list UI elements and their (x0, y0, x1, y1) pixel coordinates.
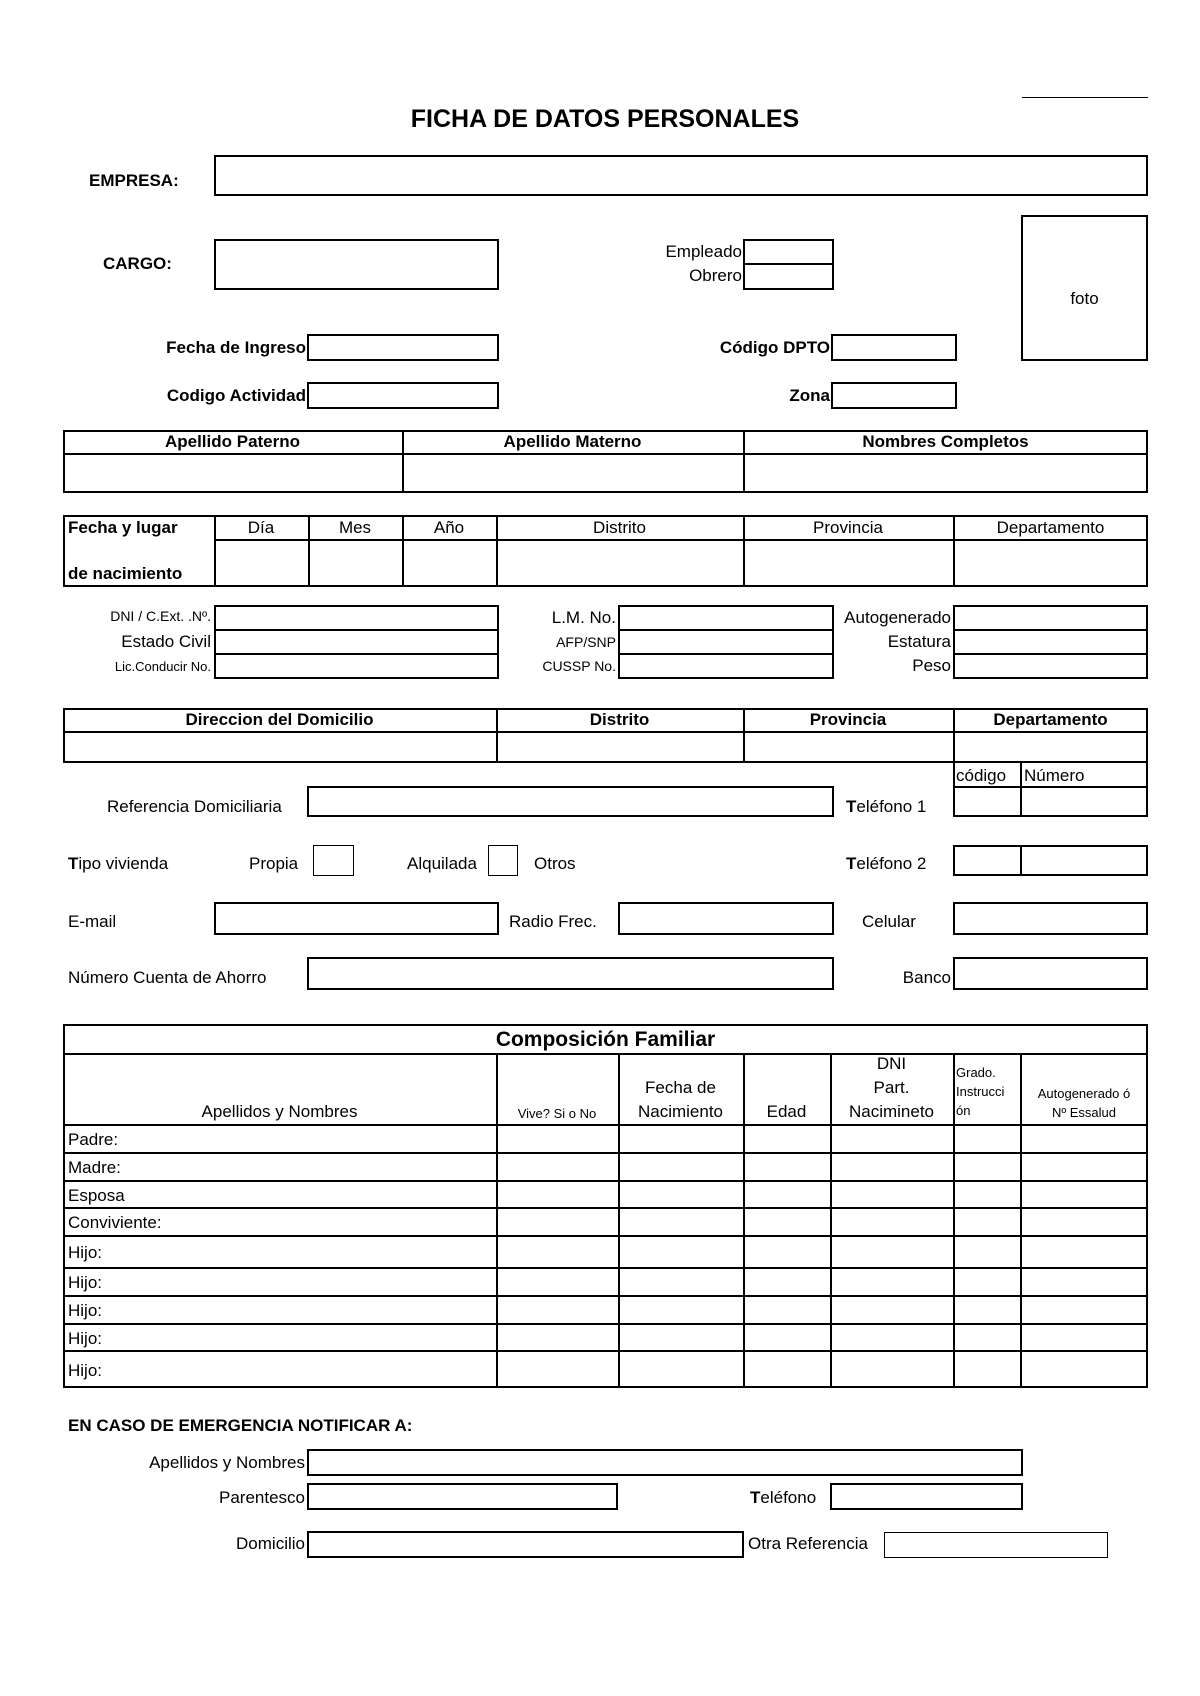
email-field[interactable] (214, 902, 499, 935)
domicilio-field[interactable] (307, 1531, 744, 1558)
family-row-label: Padre: (68, 1130, 119, 1149)
birth-label-line1: Fecha y lugar (68, 518, 178, 537)
family-cell[interactable] (1023, 1326, 1146, 1348)
family-cell[interactable] (1023, 1183, 1146, 1205)
birth-departamento-field[interactable] (956, 542, 1146, 585)
top-right-line (1022, 97, 1148, 98)
email-label: E-mail (68, 912, 117, 931)
header-addr-distrito: Distrito (589, 710, 650, 729)
celular-field[interactable] (953, 902, 1148, 935)
family-cell[interactable] (746, 1298, 828, 1321)
family-cell[interactable] (956, 1238, 1018, 1265)
family-cell[interactable] (621, 1326, 741, 1348)
family-cell[interactable] (833, 1326, 951, 1348)
otra-referencia-field[interactable] (884, 1532, 1108, 1558)
photo-label: foto (1070, 289, 1099, 308)
emergency-nombres-label: Apellidos y Nombres (149, 1453, 305, 1472)
cuenta-label: Número Cuenta de Ahorro (68, 968, 267, 987)
col-dni-line2: Part. (873, 1078, 910, 1097)
referencia-label: Referencia Domiciliaria (107, 797, 282, 816)
lm-label: L.M. No. (551, 608, 616, 627)
family-cell[interactable] (746, 1210, 828, 1233)
emergency-title: EN CASO DE EMERGENCIA NOTIFICAR A: (68, 1416, 413, 1435)
peso-label: Peso (912, 656, 951, 675)
family-cell[interactable] (746, 1238, 828, 1265)
apellido-materno-field[interactable] (405, 456, 741, 491)
family-cell[interactable] (499, 1270, 616, 1293)
lic-conducir-label: Lic.Conducir No. (114, 659, 211, 674)
zona-label: Zona (789, 386, 830, 405)
cuenta-field[interactable] (307, 957, 834, 990)
birth-dia-field[interactable] (217, 542, 306, 585)
family-row-label: Hijo: (68, 1243, 103, 1262)
birth-mes-field[interactable] (311, 542, 400, 585)
celular-label: Celular (862, 912, 916, 931)
empleado-checkbox[interactable] (743, 239, 834, 266)
family-cell[interactable] (621, 1238, 741, 1265)
telefono1-numero-field[interactable] (1020, 786, 1148, 817)
family-cell[interactable] (499, 1183, 616, 1205)
family-row-label: Hijo: (68, 1301, 103, 1320)
family-cell[interactable] (833, 1298, 951, 1321)
birth-ano-field[interactable] (405, 542, 494, 585)
family-cell[interactable] (956, 1353, 1018, 1386)
family-cell[interactable] (746, 1155, 828, 1178)
col-fecha-line2: Nacimiento (637, 1102, 724, 1121)
family-cell[interactable] (621, 1270, 741, 1293)
cussp-label: CUSSP No. (542, 658, 616, 674)
alquilada-label: Alquilada (407, 854, 477, 873)
addr-provincia-field[interactable] (746, 734, 951, 761)
propia-label: Propia (249, 854, 299, 873)
empleado-label: Empleado (665, 242, 742, 261)
col-auto-line2: Nº Essalud (1052, 1105, 1116, 1120)
header-apellido-materno: Apellido Materno (503, 432, 642, 451)
family-row-label: Hijo: (68, 1273, 103, 1292)
family-cell[interactable] (1023, 1238, 1146, 1265)
family-cell[interactable] (499, 1210, 616, 1233)
header-addr-provincia: Provincia (809, 710, 887, 729)
family-cell[interactable] (746, 1326, 828, 1348)
peso-field[interactable] (953, 653, 1148, 679)
family-row-label: Madre: (68, 1158, 121, 1177)
banco-label: Banco (902, 968, 951, 987)
photo-box[interactable] (1021, 215, 1148, 361)
col-dni-line1: DNI (876, 1054, 907, 1073)
header-ano: Año (433, 518, 465, 537)
propia-checkbox[interactable] (313, 845, 354, 876)
telefono1-label: Teléfono 1 (846, 797, 927, 816)
empresa-label: EMPRESA: (89, 171, 179, 190)
family-cell[interactable] (499, 1298, 616, 1321)
page-title: FICHA DE DATOS PERSONALES (410, 105, 800, 133)
dni-field[interactable] (214, 605, 499, 631)
nombres-completos-field[interactable] (746, 456, 1146, 491)
zona-field[interactable] (831, 382, 957, 409)
banco-field[interactable] (953, 957, 1148, 990)
tipo-vivienda-label: Tipo vivienda (68, 854, 169, 873)
emergency-nombres-field[interactable] (307, 1449, 1023, 1476)
col-fecha-line1: Fecha de (645, 1078, 716, 1097)
family-cell[interactable] (956, 1183, 1018, 1205)
autogenerado-label: Autogenerado (844, 608, 951, 627)
family-title: Composición Familiar (495, 1028, 716, 1051)
header-distrito: Distrito (593, 518, 646, 537)
family-cell[interactable] (956, 1127, 1018, 1150)
family-cell[interactable] (956, 1155, 1018, 1178)
codigo-dpto-label: Código DPTO (719, 338, 830, 357)
header-addr-departamento: Departamento (993, 710, 1108, 729)
addr-departamento-field[interactable] (956, 734, 1146, 761)
col-dni-line3: Nacimineto (848, 1102, 935, 1121)
domicilio-label: Domicilio (236, 1534, 305, 1553)
codigo-actividad-label: Codigo Actividad (166, 386, 306, 405)
telefono2-codigo-field[interactable] (953, 845, 1022, 876)
family-cell[interactable] (499, 1326, 616, 1348)
afp-label: AFP/SNP (556, 634, 616, 650)
col-apellidos-nombres: Apellidos y Nombres (201, 1102, 358, 1121)
codigo-label: código (956, 766, 1007, 785)
header-departamento: Departamento (996, 518, 1105, 537)
family-row-label: Esposa (68, 1186, 125, 1205)
header-direccion: Direccion del Domicilio (185, 710, 374, 729)
telefono1-codigo-field[interactable] (953, 786, 1022, 817)
family-cell[interactable] (833, 1155, 951, 1178)
radio-field[interactable] (618, 902, 834, 935)
header-provincia: Provincia (813, 518, 883, 537)
family-row-label: Hijo: (68, 1329, 103, 1348)
estado-civil-label: Estado Civil (121, 632, 211, 651)
header-dia: Día (247, 518, 275, 537)
fecha-ingreso-field[interactable] (307, 334, 499, 361)
family-row-label: Hijo: (68, 1361, 103, 1380)
header-apellido-paterno: Apellido Paterno (164, 432, 301, 451)
estado-civil-field[interactable] (214, 629, 499, 655)
family-cell[interactable] (621, 1183, 741, 1205)
direccion-field[interactable] (65, 734, 494, 761)
birth-label-line2: de nacimiento (68, 564, 183, 583)
dni-label: DNI / C.Ext. .Nº. (110, 608, 211, 624)
family-cell[interactable] (833, 1238, 951, 1265)
family-cell[interactable] (1023, 1155, 1146, 1178)
parentesco-field[interactable] (307, 1483, 618, 1510)
estatura-field[interactable] (953, 629, 1148, 655)
fecha-ingreso-label: Fecha de Ingreso (166, 338, 306, 357)
family-cell[interactable] (1023, 1210, 1146, 1233)
estatura-label: Estatura (887, 632, 951, 651)
col-grado-line3: ón (956, 1103, 971, 1118)
alquilada-checkbox[interactable] (488, 845, 518, 876)
family-cell[interactable] (956, 1270, 1018, 1293)
numero-label: Número (1024, 766, 1085, 785)
family-cell[interactable] (833, 1210, 951, 1233)
family-cell[interactable] (1023, 1298, 1146, 1321)
family-cell[interactable] (621, 1155, 741, 1178)
col-grado-line2: Instrucci (956, 1084, 1005, 1099)
obrero-checkbox[interactable] (743, 263, 834, 290)
family-cell[interactable] (746, 1183, 828, 1205)
family-cell[interactable] (621, 1127, 741, 1150)
col-edad: Edad (766, 1102, 807, 1121)
otros-label: Otros (534, 854, 576, 873)
family-cell[interactable] (746, 1353, 828, 1386)
autogenerado-field[interactable] (953, 605, 1148, 631)
family-row-label: Conviviente: (68, 1213, 162, 1232)
empresa-field[interactable] (214, 155, 1148, 196)
referencia-field[interactable] (307, 786, 834, 817)
codigo-dpto-field[interactable] (831, 334, 957, 361)
family-cell[interactable] (499, 1238, 616, 1265)
family-cell[interactable] (833, 1353, 951, 1386)
family-cell[interactable] (1023, 1270, 1146, 1293)
otra-referencia-label: Otra Referencia (748, 1534, 868, 1553)
family-cell[interactable] (621, 1210, 741, 1233)
family-cell[interactable] (833, 1270, 951, 1293)
family-cell[interactable] (746, 1127, 828, 1150)
family-cell[interactable] (621, 1298, 741, 1321)
col-auto-line1: Autogenerado ó (1037, 1086, 1131, 1101)
telefono2-label: Teléfono 2 (846, 854, 927, 873)
family-cell[interactable] (621, 1353, 741, 1386)
telefono2-numero-field[interactable] (1020, 845, 1148, 876)
col-vive: Vive? Si o No (517, 1106, 597, 1121)
obrero-label: Obrero (689, 266, 742, 285)
family-cell[interactable] (956, 1326, 1018, 1348)
apellido-paterno-field[interactable] (65, 456, 400, 491)
radio-label: Radio Frec. (509, 912, 597, 931)
family-cell[interactable] (499, 1127, 616, 1150)
birth-provincia-field[interactable] (746, 542, 951, 585)
lic-conducir-field[interactable] (214, 653, 499, 679)
birth-distrito-field[interactable] (499, 542, 741, 585)
codigo-actividad-field[interactable] (307, 382, 499, 409)
cargo-field[interactable] (214, 239, 499, 290)
parentesco-label: Parentesco (219, 1488, 305, 1507)
family-cell[interactable] (1023, 1353, 1146, 1386)
addr-distrito-field[interactable] (499, 734, 741, 761)
family-cell[interactable] (956, 1210, 1018, 1233)
family-cell[interactable] (833, 1127, 951, 1150)
family-cell[interactable] (499, 1353, 616, 1386)
cargo-label: CARGO: (103, 254, 172, 273)
header-mes: Mes (338, 518, 372, 537)
family-cell[interactable] (833, 1183, 951, 1205)
emergency-telefono-label: Teléfono (750, 1488, 817, 1507)
emergency-telefono-field[interactable] (830, 1483, 1023, 1510)
family-cell[interactable] (1023, 1127, 1146, 1150)
col-grado-line1: Grado. (956, 1065, 996, 1080)
family-cell[interactable] (956, 1298, 1018, 1321)
header-nombres-completos: Nombres Completos (862, 432, 1029, 451)
family-cell[interactable] (499, 1155, 616, 1178)
family-cell[interactable] (746, 1270, 828, 1293)
